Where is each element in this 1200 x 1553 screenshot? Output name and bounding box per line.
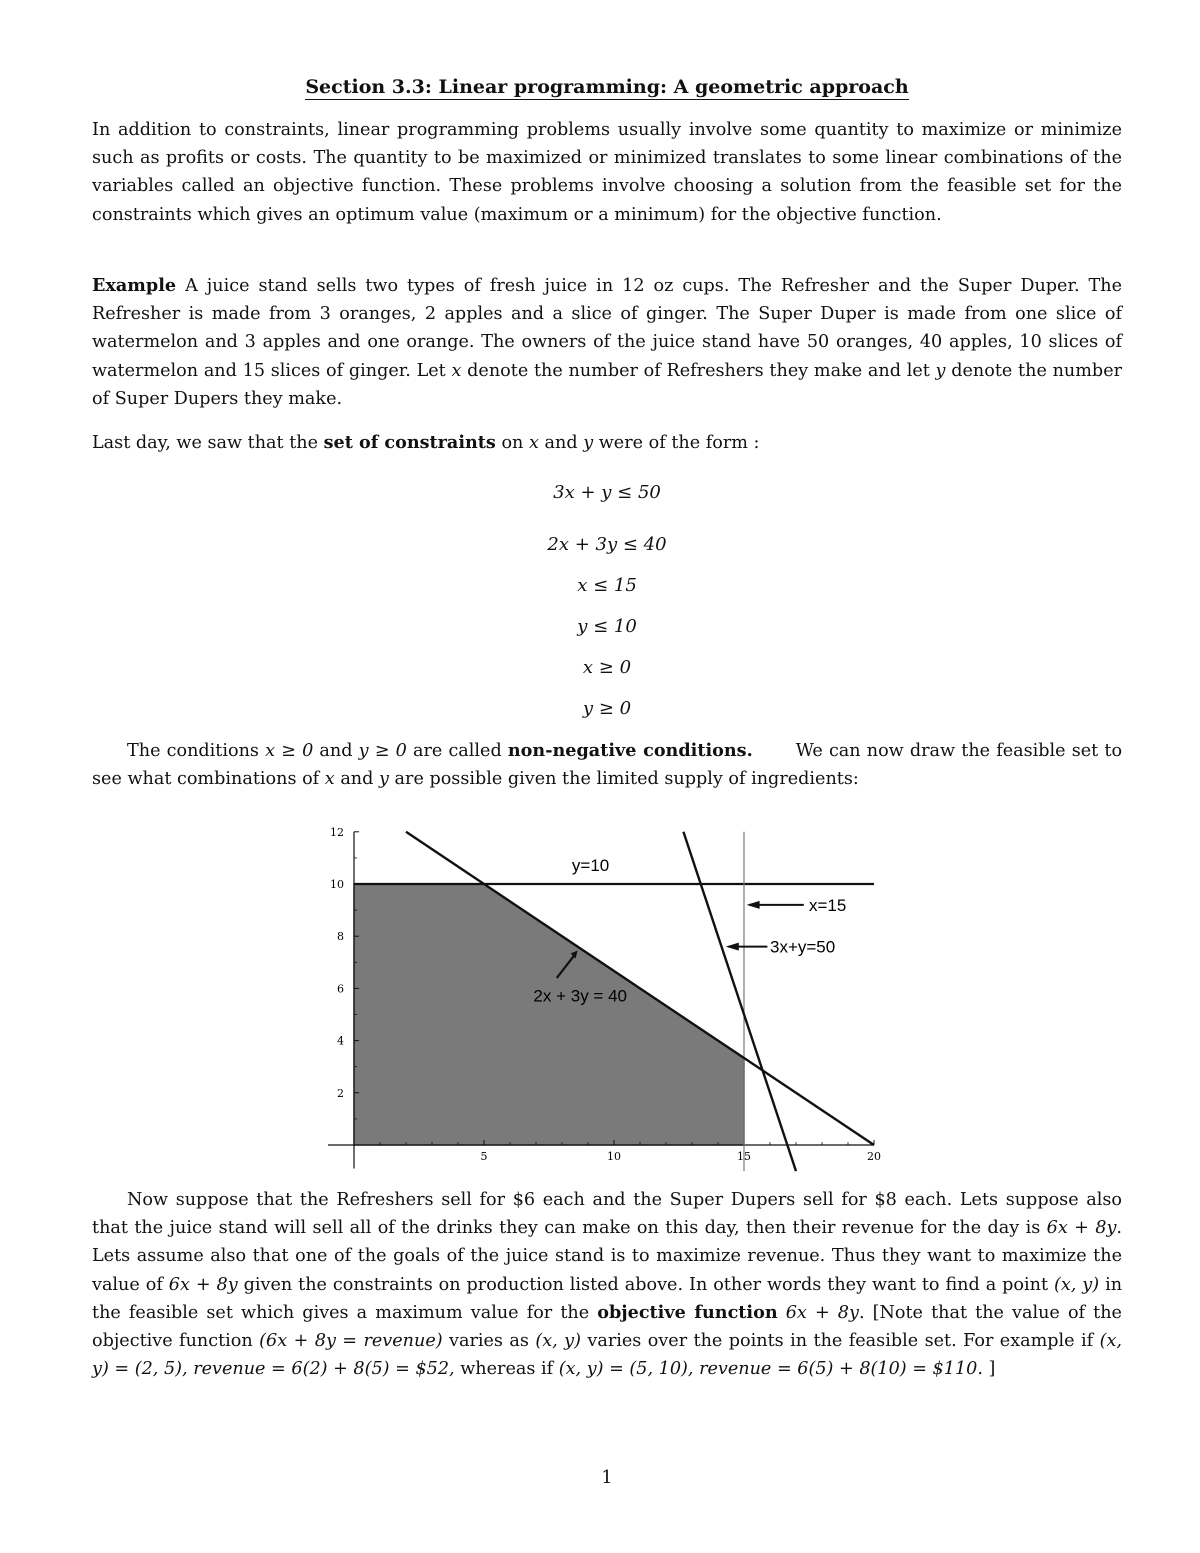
y-tick-label: 8 [337,930,344,944]
y-tick-label: 10 [330,878,344,891]
feasible-set-graph [300,815,900,1175]
arrowhead-3x-y-50 [726,943,739,951]
label-3x-y-50: 3x+y=50 [770,937,836,957]
feasible-region [354,884,744,1145]
conditions-paragraph: The conditions x ≥ 0 and y ≥ 0 are called non-negative conditions. We can now draw the feasible set to see what combinations of x and y are possible given the limited supply of ingredients: [92,740,1123,790]
example-label: Example [92,275,177,296]
constraint-1: 3x + y ≤ 50 [553,482,661,503]
constraint-6: y ≥ 0 [582,698,632,719]
y-tick-label: 12 [330,825,344,839]
constraints-intro: Last day, we saw that the set of constraints on x and y were of the form : [92,432,760,453]
y-tick-label: 4 [337,1034,344,1048]
constraint-3: x ≤ 15 [577,575,637,596]
x-tick-label: 10 [607,1150,621,1163]
label-y-10: y=10 [571,855,610,875]
x-tick-label: 20 [867,1150,881,1163]
closing-paragraph: Now suppose that the Refreshers sell for $6 each and the Super Dupers sell for $8 each. Lets suppose also that the juice stand will sell all of the drinks they can make on this day, then their revenue for the day is 6x + 8y. Lets assume also that one of the goals of the juice stand is to maximize revenue. Thus they want to maximize the value of 6x + 8y given the constraints on production listed above. In other words they want to find a point (x, y) in the feasible set which gives a maximum value for the objective function 6x + 8y. [Note that the value of the objective function (6x + 8y = revenue) varies as (x, y) varies over the points in the feasible set. For example if (x, y) = (2, 5), revenue = 6(2) + 8(5) = $52, whereas if (x, y) = (5, 10), revenue = 6(5) + 8(10) = $110. ] [92,1190,1123,1380]
y-tick-label: 2 [337,1086,344,1100]
constraint-5: x ≥ 0 [582,657,632,678]
constraint-4: y ≤ 10 [577,616,637,637]
constraint-2: 2x + 3y ≤ 40 [547,534,667,555]
label-2x-3y-40: 2x + 3y = 40 [533,986,627,1006]
x-tick-label: 5 [480,1150,488,1163]
example-paragraph: Example A juice stand sells two types of fresh juice in 12 oz cups. The Refresher and the Super Duper. The Refresher is made from 3 oranges, 2 apples and a slice of ginger. The Super Duper is made from one slice of watermelon and 3 apples and one orange. The owners of the juice stand have 50 oranges, 40 apples, 10 slices of watermelon and 15 slices of ginger. Let x denote the number of Refreshers they make and let y denote the number of Super Dupers they make. [92,275,1123,409]
section-title: Section 3.3: Linear programming: A geometric approach [305,76,909,98]
label-x-15: x=15 [809,895,847,915]
y-tick-label: 6 [337,982,344,996]
page-number: 1 [601,1467,613,1488]
arrowhead-x-15 [747,901,760,909]
x-tick-label: 15 [737,1150,751,1163]
intro-paragraph: In addition to constraints, linear programming problems usually involve some quantity to maximize or minimize such as profits or costs. The quantity to be maximized or minimized translates to some linear combinations of the variables called an objective function. These problems involve choosing a solution from the feasible set for the constraints which gives an optimum value (maximum or a minimum) for the objective function. [92,120,1122,225]
plot-area [328,826,881,1171]
